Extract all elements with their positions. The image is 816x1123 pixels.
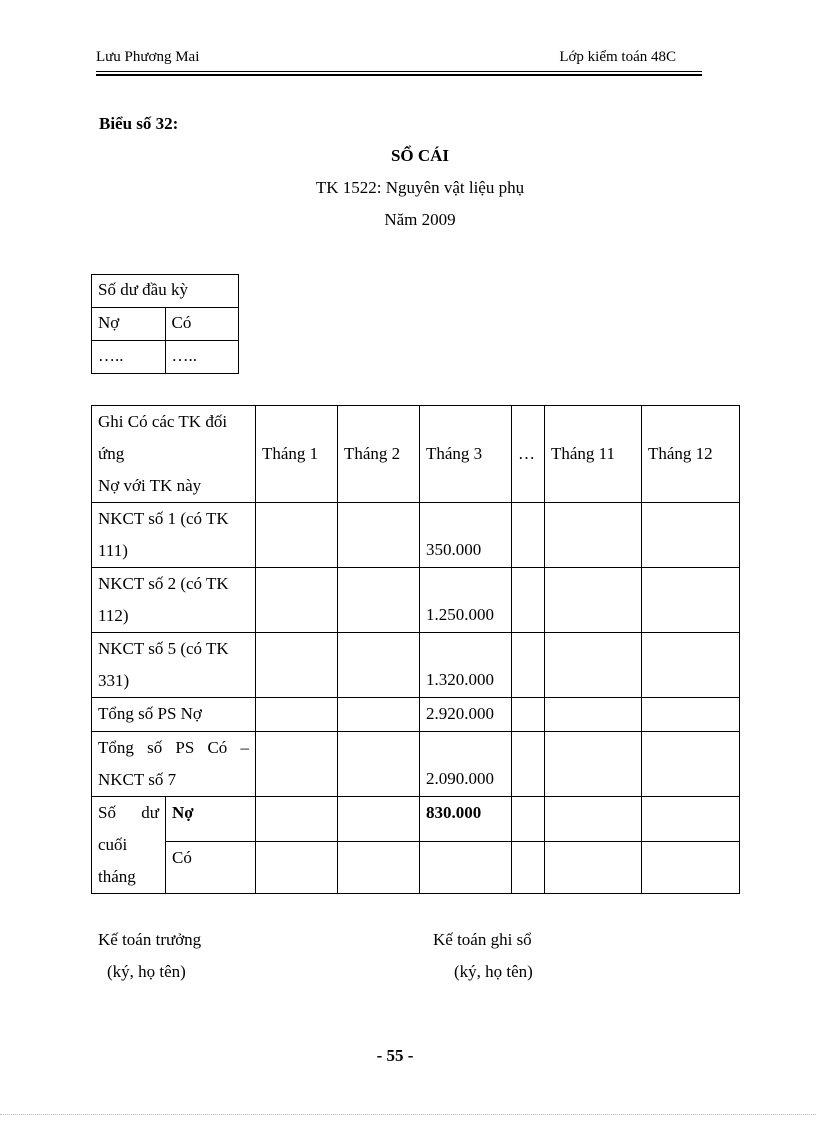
closing-credit-label: Có bbox=[166, 842, 256, 894]
closing-balance-label bbox=[92, 797, 166, 894]
closing-debit-value: 830.000 bbox=[420, 797, 512, 842]
account-cell bbox=[92, 503, 256, 568]
value-cell bbox=[512, 732, 545, 797]
opening-credit-value: ….. bbox=[165, 341, 239, 374]
page-header bbox=[96, 48, 704, 74]
closing-credit-row bbox=[92, 842, 740, 894]
value-cell bbox=[338, 568, 420, 633]
value-cell bbox=[545, 568, 642, 633]
class-name: Lớp kiểm toán 48C bbox=[559, 49, 676, 65]
total-credit-label bbox=[92, 732, 256, 797]
value-cell bbox=[512, 503, 545, 568]
value-cell bbox=[545, 842, 642, 894]
opening-balance-table bbox=[91, 274, 239, 374]
account-cell bbox=[92, 633, 256, 698]
value-cell bbox=[642, 698, 740, 732]
value-cell bbox=[642, 568, 740, 633]
header-rule bbox=[96, 71, 702, 72]
chief-accountant-note: (ký, họ tên) bbox=[107, 962, 186, 981]
month-header: Tháng 2 bbox=[338, 406, 420, 503]
table-header-row bbox=[92, 406, 740, 503]
value-cell bbox=[338, 503, 420, 568]
ledger-table bbox=[91, 405, 740, 894]
total-debit-value: 2.920.000 bbox=[420, 698, 512, 732]
opening-debit-label: Nợ bbox=[92, 308, 166, 341]
value-cell bbox=[642, 633, 740, 698]
value-cell bbox=[545, 698, 642, 732]
value-cell: 1.250.000 bbox=[420, 568, 512, 633]
account-subtitle: TK 1522: Nguyên vật liệu phụ bbox=[315, 178, 525, 197]
value-cell bbox=[338, 797, 420, 842]
value-cell bbox=[256, 842, 338, 894]
month-header: Tháng 12 bbox=[642, 406, 740, 503]
value-cell bbox=[545, 503, 642, 568]
account-line: 331) bbox=[98, 671, 130, 690]
value-cell bbox=[256, 503, 338, 568]
value-cell bbox=[256, 633, 338, 698]
closing-debit-row bbox=[92, 797, 740, 842]
value-cell bbox=[338, 698, 420, 732]
month-header: Tháng 11 bbox=[545, 406, 642, 503]
value-cell bbox=[512, 797, 545, 842]
month-header: Tháng 3 bbox=[420, 406, 512, 503]
value-cell bbox=[256, 732, 338, 797]
value-cell bbox=[545, 797, 642, 842]
table-row bbox=[92, 568, 740, 633]
account-line: 111) bbox=[98, 541, 128, 560]
value-cell bbox=[512, 633, 545, 698]
header-line: Nợ với TK này bbox=[98, 476, 202, 495]
total-debit-row bbox=[92, 698, 740, 732]
table-row bbox=[92, 633, 740, 698]
bookkeeper-label: Kế toán ghi sổ bbox=[433, 930, 532, 949]
value-cell: 1.320.000 bbox=[420, 633, 512, 698]
year-label: Năm 2009 bbox=[384, 210, 456, 229]
value-cell bbox=[642, 797, 740, 842]
total-credit-value: 2.090.000 bbox=[420, 732, 512, 797]
month-header: Tháng 1 bbox=[256, 406, 338, 503]
chief-accountant-label: Kế toán trưởng bbox=[98, 930, 202, 949]
value-cell bbox=[512, 568, 545, 633]
account-line: NKCT số 5 (có TK bbox=[98, 639, 229, 658]
closing-line: tháng bbox=[98, 867, 136, 886]
form-label: Biểu số 32: bbox=[99, 114, 179, 133]
value-cell bbox=[256, 568, 338, 633]
account-line: NKCT số 7 bbox=[98, 770, 177, 789]
value-cell bbox=[338, 633, 420, 698]
page-number: - 55 - bbox=[376, 1046, 414, 1065]
opening-debit-value: ….. bbox=[92, 341, 166, 374]
bookkeeper-note: (ký, họ tên) bbox=[454, 962, 533, 981]
account-line: NKCT số 2 (có TK bbox=[98, 574, 229, 593]
header-account-cell bbox=[92, 406, 256, 503]
value-cell bbox=[545, 633, 642, 698]
opening-credit-label: Có bbox=[165, 308, 239, 341]
month-header: … bbox=[512, 406, 545, 503]
page-break-line bbox=[0, 1114, 816, 1115]
value-cell bbox=[256, 698, 338, 732]
account-line: 112) bbox=[98, 606, 129, 625]
header-line: Ghi Có các TK đối bbox=[98, 412, 228, 431]
header-rule-thick bbox=[96, 74, 702, 76]
value-cell bbox=[545, 732, 642, 797]
opening-balance-title: Số dư đầu kỳ bbox=[92, 275, 239, 308]
account-line: Tổng số PS Có – bbox=[98, 738, 249, 757]
value-cell: 350.000 bbox=[420, 503, 512, 568]
value-cell bbox=[642, 842, 740, 894]
value-cell bbox=[642, 503, 740, 568]
value-cell bbox=[256, 797, 338, 842]
header-line: ứng bbox=[98, 444, 125, 463]
total-credit-row bbox=[92, 732, 740, 797]
account-cell bbox=[92, 568, 256, 633]
author-name: Lưu Phương Mai bbox=[96, 49, 200, 65]
total-debit-label: Tổng số PS Nợ bbox=[92, 698, 256, 732]
value-cell bbox=[338, 842, 420, 894]
value-cell bbox=[420, 842, 512, 894]
value-cell bbox=[338, 732, 420, 797]
closing-debit-label: Nợ bbox=[166, 797, 256, 842]
value-cell bbox=[512, 842, 545, 894]
account-line: NKCT số 1 (có TK bbox=[98, 509, 229, 528]
closing-line: cuối bbox=[98, 835, 128, 854]
page-title: SỔ CÁI bbox=[390, 146, 450, 165]
closing-line: Số dư bbox=[98, 803, 159, 822]
value-cell bbox=[642, 732, 740, 797]
table-row bbox=[92, 503, 740, 568]
value-cell bbox=[512, 698, 545, 732]
